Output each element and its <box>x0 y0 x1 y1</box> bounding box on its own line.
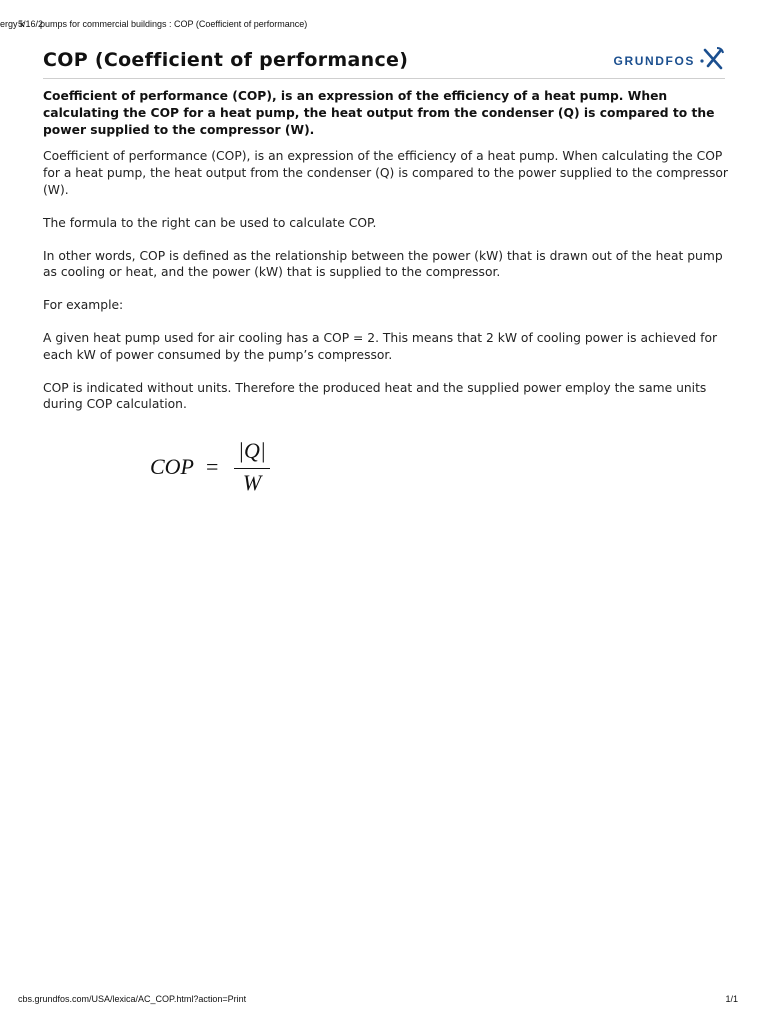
grundfos-logo <box>585 45 725 71</box>
formula-denominator: W <box>242 470 262 495</box>
body-paragraph: For example: <box>43 298 124 313</box>
grundfos-x-icon <box>699 46 725 70</box>
footer-page-count: 1/1 <box>725 994 738 1004</box>
body-paragraph: In other words, COP is defined as the relationship between the power (kW) that is drawn out of the heat pump as cooling or heat, and the power (kW) that is supplied to the compressor. <box>43 248 723 280</box>
body-paragraph: A given heat pump used for air cooling has a COP = 2. This means that 2 kW of cooling power is achieved for each kW of power consumed by the pump’s compressor. <box>43 330 718 362</box>
body-paragraph: Coefficient of performance (COP), is an expression of the efficiency of a heat pump. When calculating the COP for a heat pump, the heat output from the condenser (Q) is compared to the power supplied to the compressor (W). <box>43 149 728 197</box>
formula-equals: = <box>206 454 219 479</box>
body-paragraph: The formula to the right can be used to calculate COP. <box>43 215 377 230</box>
formula-numerator: |Q| <box>238 438 266 463</box>
logo-text: GRUNDFOS <box>613 54 695 68</box>
print-header-fragment: ergy k <box>0 19 25 29</box>
page-title: COP (Coefficient of performance) <box>43 49 409 71</box>
print-header-title: pumps for commercial buildings : COP (Coefficient of performance) <box>40 19 308 29</box>
cop-formula <box>150 438 310 498</box>
formula-fraction-bar <box>234 468 270 469</box>
footer-url: cbs.grundfos.com/USA/lexica/AC_COP.html?action=Print <box>18 994 247 1004</box>
print-header-date: 5/16/2 <box>18 19 44 29</box>
lead-paragraph: Coefficient of performance (COP), is an expression of the efficiency of a heat pump. When calculating the COP for a heat pump, the heat output from the condenser (Q) is compared to the power supplied to the compressor (W). <box>43 89 715 137</box>
formula-lhs: COP <box>150 454 194 479</box>
body-paragraph: COP is indicated without units. Therefore the produced heat and the supplied power employ the same units during COP calculation. <box>43 380 707 412</box>
article-body <box>43 88 728 429</box>
title-row <box>43 44 725 79</box>
